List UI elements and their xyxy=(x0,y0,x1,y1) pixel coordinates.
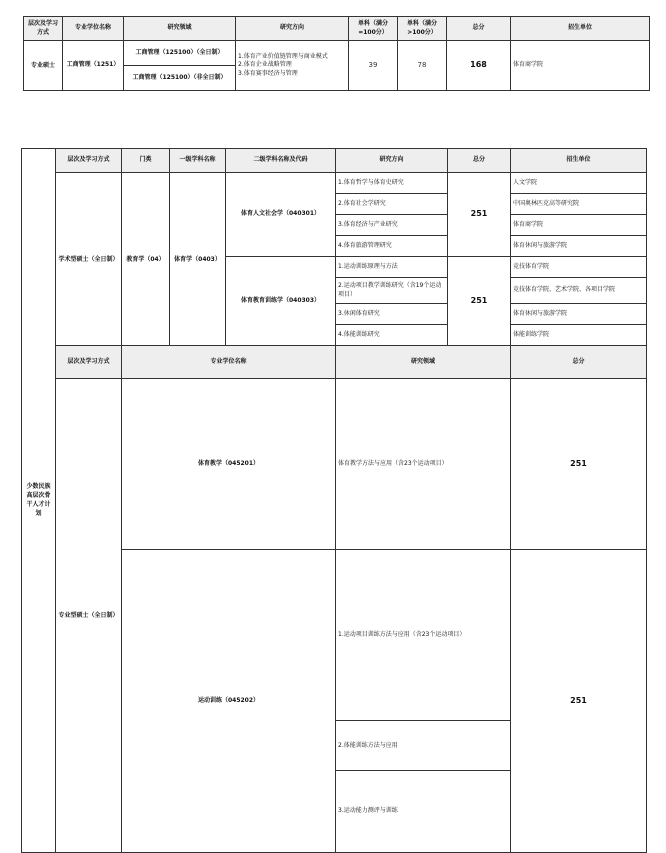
total-score: 251 xyxy=(511,379,647,550)
second-level-cell: 体育教育训练学（040303） xyxy=(226,257,336,346)
admission-table-business xyxy=(23,16,650,91)
header-direction: 研究方向 xyxy=(336,149,448,173)
header-second-level: 二级学科名称及代码 xyxy=(226,149,336,173)
single-score-100: 39 xyxy=(349,41,398,91)
direction-item: 2.体育社会学研究 xyxy=(336,194,448,215)
direction-cell xyxy=(236,41,349,91)
header-level: 层次及学习方式 xyxy=(56,149,122,173)
unit-cell: 体育休闲与旅游学院 xyxy=(511,304,647,325)
direction-item: 3.体育赛事经济与管理 xyxy=(238,69,298,77)
admission-table-minority-plan xyxy=(21,148,647,853)
header-level: 层次及学习方式 xyxy=(24,17,63,41)
academic-level: 学术型硕士（全日制） xyxy=(56,173,122,346)
major-cell: 工商管理（1251） xyxy=(63,41,124,91)
header-unit: 招生单位 xyxy=(511,17,650,41)
header-single-100: 单科（满分=100分） xyxy=(349,17,398,41)
unit-cell: 竞技体育学院 xyxy=(511,257,647,278)
direction-item: 1.体育产业价值链管理与商业模式 xyxy=(238,53,328,61)
header-level: 层次及学习方式 xyxy=(56,346,122,379)
major-cell: 运动训练（045202） xyxy=(122,550,336,852)
header-direction: 研究方向 xyxy=(236,17,349,41)
direction-item: 3.休闲体育研究 xyxy=(336,304,448,325)
professional-level: 专业型硕士（全日制） xyxy=(56,379,122,852)
header-major: 专业学位名称 xyxy=(122,346,336,379)
unit-cell: 体育商学院 xyxy=(511,215,647,236)
header-category: 门类 xyxy=(122,149,170,173)
major-cell: 体育教学（045201） xyxy=(122,379,336,550)
unit-cell: 体能训练学院 xyxy=(511,325,647,346)
field-cell: 2.体能训练方法与应用 xyxy=(336,721,511,771)
field-parttime: 工商管理（125100）（非全日制） xyxy=(124,66,236,91)
total-score: 251 xyxy=(448,257,511,346)
direction-item: 4.体育旅游管理研究 xyxy=(336,236,448,257)
second-level-cell: 体育人文社会学（040301） xyxy=(226,173,336,257)
first-level-cell: 体育学（0403） xyxy=(170,173,226,346)
field-fulltime: 工商管理（125100）（全日制） xyxy=(124,41,236,66)
direction-item: 4.体能训练研究 xyxy=(336,325,448,346)
field-cell: 体育教学方法与应用（含23个运动项目） xyxy=(336,379,511,550)
total-score: 251 xyxy=(511,550,647,852)
unit-cell: 体育休闲与旅游学院 xyxy=(511,236,647,257)
total-score: 168 xyxy=(447,41,511,91)
plan-label: 少数民族高层次骨干人才计划 xyxy=(22,149,56,853)
field-cell: 1.运动项目训练方法与应用（含23个运动项目） xyxy=(336,550,511,721)
unit-cell: 人文学院 xyxy=(511,173,647,194)
direction-item: 2.体育企业战略管理 xyxy=(238,61,292,69)
single-score-over-100: 78 xyxy=(398,41,447,91)
header-total: 总分 xyxy=(447,17,511,41)
direction-item: 2.运动项目教学训练研究（含19个运动项目） xyxy=(336,278,448,304)
header-total: 总分 xyxy=(448,149,511,173)
unit-cell: 中国奥林匹克高等研究院 xyxy=(511,194,647,215)
header-total: 总分 xyxy=(511,346,647,379)
header-single-over-100: 单科（满分>100分） xyxy=(398,17,447,41)
direction-item: 3.体育经济与产业研究 xyxy=(336,215,448,236)
header-unit: 招生单位 xyxy=(511,149,647,173)
header-field: 研究领域 xyxy=(124,17,236,41)
category-cell: 教育学（04） xyxy=(122,173,170,346)
unit-cell: 竞技体育学院、艺术学院、各项目学院 xyxy=(511,278,647,304)
total-score: 251 xyxy=(448,173,511,257)
level-cell: 专业硕士 xyxy=(24,41,63,91)
direction-item: 1.体育哲学与体育史研究 xyxy=(336,173,448,194)
field-cell: 3.运动能力测评与训练 xyxy=(336,770,511,852)
header-major: 专业学位名称 xyxy=(63,17,124,41)
unit-cell: 体育商学院 xyxy=(511,41,650,91)
header-first-level: 一级学科名称 xyxy=(170,149,226,173)
direction-item: 1.运动训练原理与方法 xyxy=(336,257,448,278)
header-field: 研究领域 xyxy=(336,346,511,379)
